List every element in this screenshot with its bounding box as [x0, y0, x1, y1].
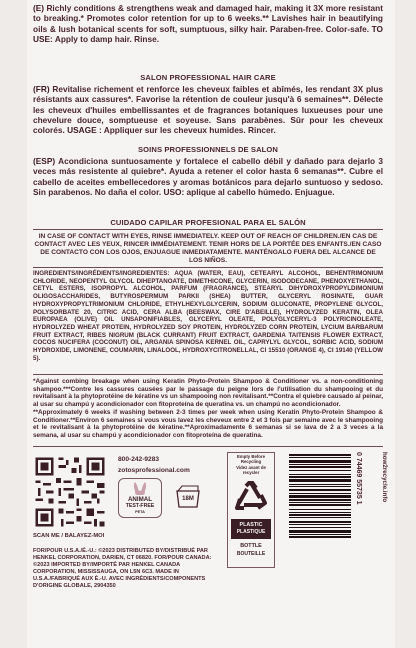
- barcode-bar: [289, 517, 351, 518]
- bunny-icon: [120, 481, 160, 495]
- ingredients-list: AQUA (WATER, EAU), CETEARYL ALCOHOL, BEHENTRIMONIUM CHLORIDE, NEOPENTYL GLYCOL DIHEPTANOATE, DIMETHICONE, GLYCERIN, ISODODECANE, PHENOXYETHANOL, CETYL ESTERS, ISOPROPYL ALCOHOL, PARFUM (FRAGRANCE), STEARYL DIHYDROXYPROPYLDIMONIUM OLIGOSACCHARIDES, BUTYROSPERMUM PARKII (SHEA) BUTTER, GLYCERYL ROSINATE, GUAR HYDROXYPROPYLTRIMONIUM CHLORIDE, ETHYLHEXYLGLYCERIN, SODIUM GLUCONATE, PROPYLENE GLYCOL, POLYSORBATE 20, CITRIC ACID, CERA ALBA (BEESWAX, CIRE D'ABEILLE), HYDROLYZED KERATIN, OLEA EUROPAEA (OLIVE) OIL UNSAPONIFIABLES, GLYCERYL OLEATE, POLYGLYCERYL-3 POLYRICINOLEATE, HYDROLYZED WHEAT PROTEIN, HYDROLYZED SOY PROTEIN, HYDROLYZED CORN PROTEIN, LYCIUM BARBARUM FRUIT EXTRACT, RIBES NIGRUM (BLACK CURRANT) FRUIT EXTRACT, GARDENIA TAITENSIS FLOWER EXTRACT, COCOS NUCIFERA (COCONUT) OIL, ARGANIA SPINOSA KERNEL OIL, CAPRYLYL GLYCOL, SORBIC ACID, SODIUM HYDROXIDE, LIMONENE, COUMARIN, LINALOOL, HYDROXYCITRONELLAL, CI 15510 (ORANGE 4), CI 19140 (YELLOW 5).: [33, 270, 383, 362]
- barcode-bar: [289, 476, 351, 478]
- english-tag: (E): [33, 3, 45, 13]
- divider-3: [33, 374, 383, 375]
- label-edge-left: [0, 0, 27, 648]
- barcode-bar: [289, 502, 351, 503]
- animal-badge-line2: TEST-FREE: [125, 503, 155, 509]
- warning-text: IN CASE OF CONTACT WITH EYES, RINSE IMMEDIATELY. KEEP OUT OF REACH OF CHILDREN./EN CAS DE CONTACT AVEC LES YEUX, RINCER IMMÉDIATEMENT. TENIR HORS DE LA PORTÉE DES ENFANTS./EN CASO DE CONTACTO CON LOS OJOS, ENJUAGUE INMEDIATAMENTE. MANTÉNGALO FUERA DEL ALCANCE DE LOS NIÑOS.: [34, 233, 382, 264]
- barcode-bar: [289, 484, 351, 485]
- spanish-section: [33, 156, 383, 197]
- recycle-line3: Videz avant de: [236, 465, 266, 470]
- barcode-bar: [289, 495, 351, 498]
- barcode-bar: [289, 509, 351, 510]
- barcode-bar: [289, 460, 351, 463]
- barcode-bar: [289, 479, 351, 482]
- barcode-bar: [289, 499, 351, 501]
- barcode-bar: [289, 512, 351, 513]
- barcode-bar: [289, 489, 351, 491]
- english-section: [33, 3, 383, 44]
- spanish-tag: (ESP): [33, 156, 56, 166]
- english-heading: SALON PROFESSIONAL HAIR CARE: [140, 73, 276, 82]
- footnote-1-fr: *Contre les cassures causées par le passage du peigne lors de l'utilisation du shampooing et du revitalisant à la phytoprotéine de kératine vs un shampooing non revitalisant.**Contra el quiebre causado al peinar, al usar su champú y acondicionador con fitoproteína de queratina vs. un champú no acondicionador.: [33, 385, 383, 408]
- recycle-line2: Recycling: [240, 459, 262, 464]
- barcode-bar: [289, 470, 351, 471]
- barcode-bar: [289, 504, 351, 506]
- barcode-bar: [289, 530, 351, 533]
- scan-me-label: SCAN ME / BALAYEZ-MOI: [33, 533, 105, 539]
- footnote-1-en: *Against combing breakage when using Keratin Phyto-Protein Shampoo & Conditioner vs. a non-conditioning shampoo.**: [33, 378, 383, 393]
- website-link[interactable]: zotosprofessional.com: [118, 467, 190, 474]
- spanish-heading: CUIDADO CAPILAR PROFESIONAL PARA EL SALÓN: [110, 218, 306, 227]
- period-after-opening-icon: [173, 485, 203, 509]
- english-use-text: Apply to damp hair. Rinse.: [52, 33, 160, 44]
- spanish-use-label: USO:: [161, 186, 185, 197]
- barcode-bar: [289, 464, 351, 465]
- barcode-bar: [289, 524, 351, 525]
- barcode-bar: [289, 527, 351, 528]
- spanish-body: Acondiciona suntuosamente y fortalece el cabello débil y dañado para dejarlo 3 veces más resistente al quiebre*. Ayuda a retener el color hasta 6 semanas**. Cubre el cabello de aceites embellecedores y aromas botánicos para dejarlo suntuoso y sedoso. Sin parabenos. No daña el color.: [33, 156, 383, 197]
- barcode-digits: 0 74469 55735 1: [355, 452, 362, 505]
- recycle-line1: Empty Before: [237, 454, 265, 459]
- plastic-line1: PLASTIC: [239, 522, 263, 528]
- plastic-box: [231, 519, 271, 539]
- barcode-bar: [289, 486, 351, 487]
- pao-label: 18M: [182, 496, 194, 502]
- french-body: Revitalise richement et renforce les cheveux faibles et abîmés, les rendant 3X plus résistants aux cassures*. Favorise la rétention de couleur jusqu'à 6 semaines**. Délecte les cheveux d'huiles embellissantes et de fragrances botaniques luxueuses pour une chevelure douce, somptueuse et soyeuse. Sans parabènes. Sûr pour les cheveux colorés.: [33, 84, 383, 136]
- french-use-text: Appliquer sur les cheveux humides. Rincer.: [101, 125, 276, 136]
- barcode-bar: [289, 536, 351, 538]
- english-body: Richly conditions & strengthens weak and damaged hair, making it 3X more resistant to breaking.: [33, 3, 383, 24]
- divider-4: [33, 446, 383, 447]
- how2recycle-label: [227, 452, 275, 568]
- barcode-bar: [289, 493, 351, 494]
- ingredients-section: [33, 270, 383, 362]
- french-tag: (FR): [33, 84, 50, 94]
- spanish-use-text: aplique al cabello húmedo. Enjuague.: [184, 186, 335, 197]
- divider-2: [33, 267, 383, 268]
- english-body-2: * Promotes color retention for up to 6 weeks.** Lavishes hair in beautifying oils & lush botanical scents for soft, sumptuous, silky hair. Paraben-free. Color-safe.: [33, 13, 383, 34]
- recycle-line4: recycler: [242, 470, 260, 475]
- recycle-arrows-icon: [234, 481, 268, 511]
- bottle-line1: BOTTLE: [240, 543, 262, 549]
- barcode-bar: [289, 466, 351, 468]
- divider-1: [33, 229, 383, 230]
- label-edge-right: [395, 0, 416, 648]
- barcode-bar: [289, 457, 351, 458]
- how2recycle-url: how2recycle.info: [381, 452, 388, 503]
- bottle-line2: BOUTEILLE: [236, 551, 266, 557]
- plastic-line2: PLASTIQUE: [236, 529, 266, 535]
- english-use-label: TO USE:: [33, 23, 383, 44]
- french-section: [33, 84, 383, 135]
- footnote-1: [33, 378, 383, 408]
- footnote-2: **Approximately 6 weeks if washing between 2-3 times per week when using Keratin Phyto-Protein Shampoo & Conditioner.**Environ 6 semaines si vous vous lavez les cheveux entre 2 et 3 fois par semaine avec le shampooing et le revitalisant à la phytoprotéine de kératine.**Aproximadamente 6 semanas si se lava de 2 a 3 veces a la semana, al usar su champú y acondicionador con fitoproteína de queratina.: [33, 409, 383, 439]
- animal-badge-line3: PETA: [135, 510, 145, 514]
- ingredients-label: INGREDIENTS/INGRÉDIENTS/INGREDIENTES:: [33, 270, 170, 277]
- barcode: [287, 452, 353, 566]
- french-use-label: USAGE :: [64, 125, 102, 136]
- barcode-bar: [289, 454, 351, 456]
- qr-code[interactable]: [33, 455, 107, 529]
- barcode-bar: [289, 474, 351, 475]
- animal-badge-line1: ANIMAL: [127, 496, 153, 503]
- barcode-bar: [289, 514, 351, 516]
- phone-number[interactable]: 800-242-9283: [118, 456, 160, 463]
- barcode-bar: [289, 534, 351, 535]
- animal-test-free-badge: [118, 478, 162, 518]
- distribution-text: FOR/POUR U.S.A./É.-U.: ©2023 DISTRIBUTED BY/DISTRIBUÉ PAR HENKEL CORPORATION, DARIEN, CT 06820. FOR/POUR CANADA: ©2023 IMPORTED BY/IMPORTÉ PAR HENKEL CANADA CORPORATION, MISSISSAUGA, ON L5N 6C3. MADE IN U.S.A./FABRIQUÉ AUX É.-U. AVEC INGRÉDIENTS/COMPONENTS D'ORIGINE GLOBALE, 2904350: [33, 548, 212, 589]
- barcode-bar: [289, 521, 351, 523]
- french-heading: SOINS PROFESSIONNELS DE SALON: [137, 145, 279, 154]
